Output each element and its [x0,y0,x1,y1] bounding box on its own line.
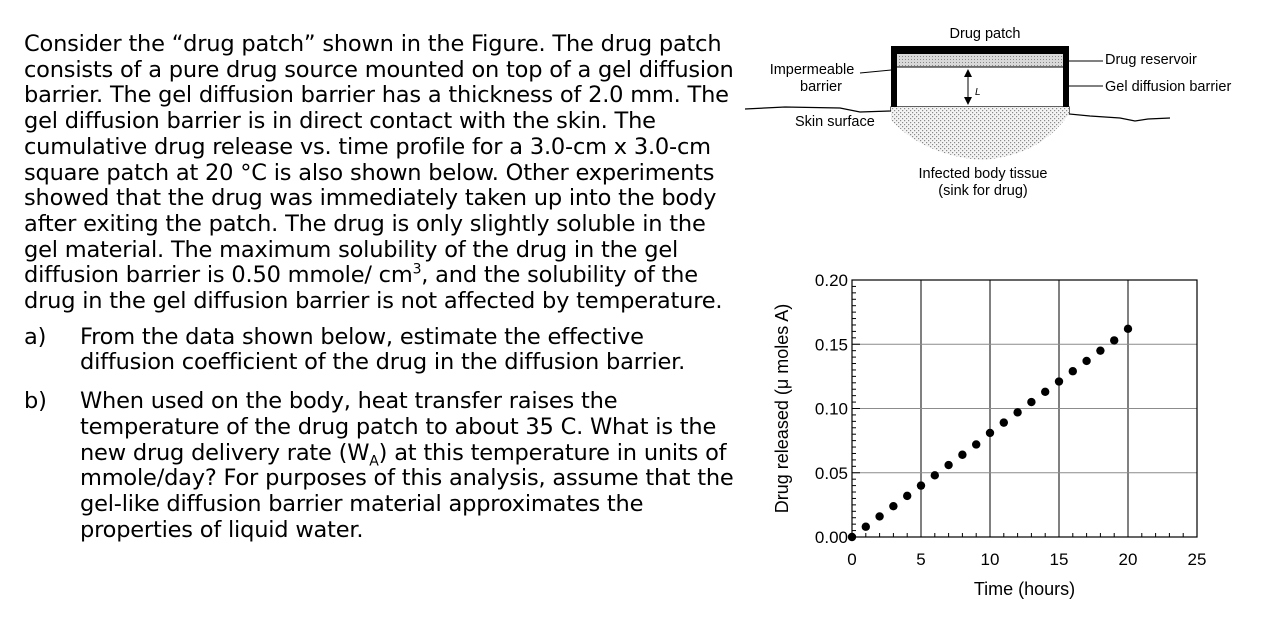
chart-grid [852,280,1197,537]
part-b-text-2: ) at this temperature in units of mmole/day? For purposes of this analysis, assume that the gel-like diffusion barrier material approximates the properties of liquid water. [80,439,734,543]
data-point [931,471,939,479]
drug-reservoir-label: Drug reservoir [1105,52,1197,68]
data-point [903,492,911,500]
part-b [24,389,739,543]
impermeable-barrier-label [764,62,860,96]
data-point [875,512,883,520]
gel-barrier-label: Gel diffusion barrier [1105,79,1232,95]
problem-intro [24,32,739,315]
data-point [1055,377,1063,385]
part-b-text [80,389,739,543]
data-point [1041,388,1049,396]
part-b-text-1: When used on the body, heat transfer raises the temperature of the drug patch to about 35 C. What is the new drug delivery rate (W [80,388,717,466]
data-point [1082,357,1090,365]
body-tissue [891,107,1069,160]
tissue-label-line2: (sink for drug) [938,183,1028,199]
problem-text [24,32,739,543]
x-tick-label: 10 [980,550,1000,569]
x-tick-label: 0 [847,550,857,569]
intro-text: Consider the “drug patch” shown in the Figure. The drug patch consists of a pure drug source mounted on top of a gel diffusion barrier. The gel diffusion barrier has a thickness of 2.0 mm. The gel diffusion barrier is in direct contact with the skin. The cumulative drug release vs. time profile for a 3.0-cm x 3.0-cm square patch at 20 °C is also shown below. Other experiments showed that the drug was immediately taken up into the body after exiting the patch. The drug is only slightly soluble in the gel material. The maximum solubility of the drug in the gel diffusion barrier is 0.50 mmole/ cm [24,31,734,289]
y-tick-label: 0.15 [814,335,848,355]
tissue-label [898,166,1068,200]
impermeable-label-line1: Impermeable [769,62,855,78]
tissue-label-line1: Infected body tissue [918,166,1048,182]
impermeable-label-line2: barrier [800,79,842,95]
data-point [972,440,980,448]
data-point [1110,336,1118,344]
data-point [1027,398,1035,406]
skin-surface-label: Skin surface [795,114,875,130]
thickness-symbol: L [975,87,981,98]
subscript-a: A [369,453,379,470]
data-point [862,523,870,531]
chart-tick-labels [815,271,1207,569]
part-b-label: b) [24,388,47,415]
x-tick-label: 5 [916,550,926,569]
superscript-3: 3 [412,261,422,278]
y-tick-label: 0.05 [814,463,848,483]
drug-release-chart [740,255,1260,615]
data-point [958,451,966,459]
data-point [1069,367,1077,375]
data-point [986,429,994,437]
diagram-title: Drug patch [949,26,1021,42]
y-tick-label: 0.20 [814,271,848,290]
data-point [1124,325,1132,333]
part-a [24,325,739,376]
data-point [944,461,952,469]
part-a-label: a) [24,323,47,350]
y-axis-label: Drug released (μ moles A) [772,303,792,514]
part-a-text: From the data shown below, estimate the effective diffusion coefficient of the drug in the diffusion barrier. [80,323,686,376]
x-tick-label: 25 [1187,550,1207,569]
x-axis-label: Time (hours) [973,579,1076,599]
drug-reservoir [897,54,1063,67]
x-tick-label: 20 [1118,550,1138,569]
data-point [889,502,897,510]
data-point [1013,408,1021,416]
intro-text-end: , and the solubility of the drug in the gel diffusion barrier is not affected by temperature. [24,262,723,315]
y-tick-label: 0.00 [814,528,848,547]
x-tick-label: 15 [1049,550,1069,569]
data-point [1096,346,1104,354]
data-point [917,481,925,489]
y-tick-label: 0.10 [814,399,848,419]
data-point [1000,418,1008,426]
